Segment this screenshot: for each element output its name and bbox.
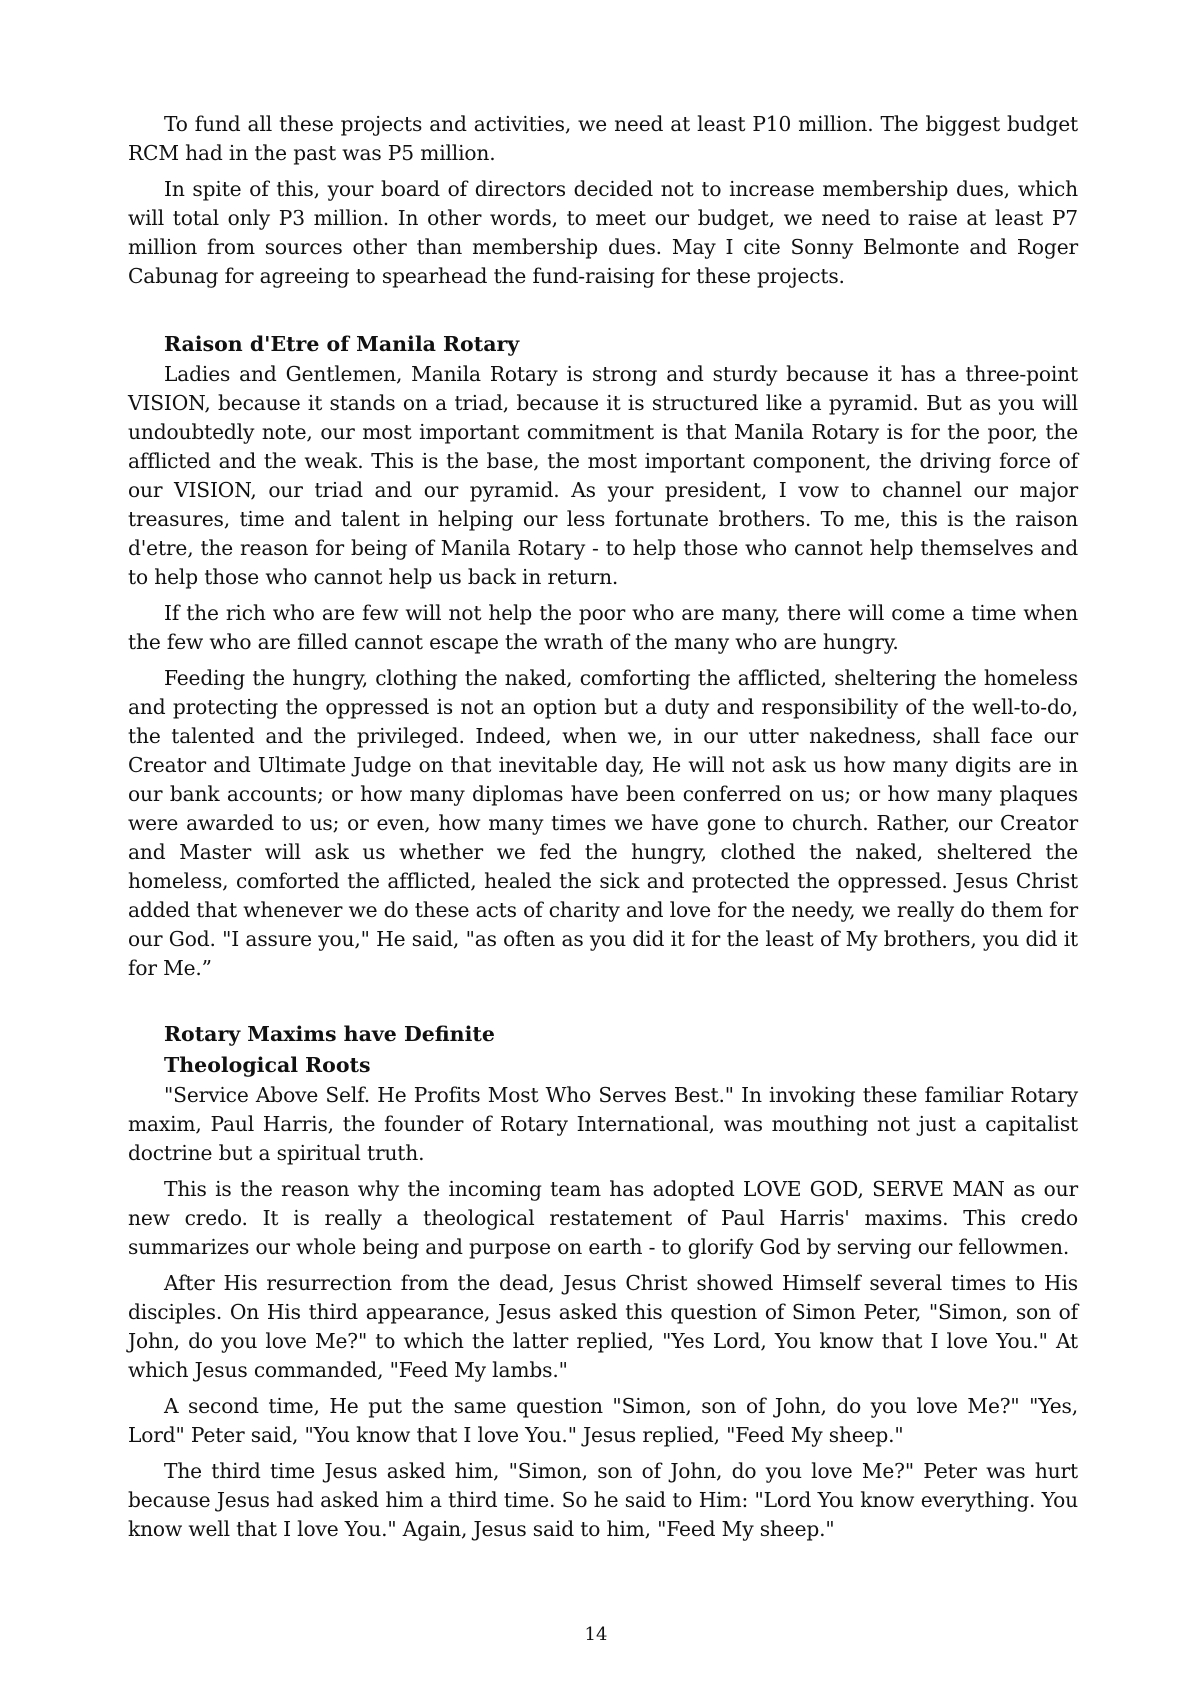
section2-paragraph-4: A second time, He put the same question "Simon, son of John, do you love Me?" "Yes, Lord" Peter said, "You know that I love You." Jesus replied, "Feed My sheep." [128, 1394, 1078, 1447]
section2-paragraph-5: The third time Jesus asked him, "Simon, son of John, do you love Me?" Peter was hurt because Jesus had asked him a third time. So he said to Him: "Lord You know everything. You know well that I love You." Again, Jesus said to him, "Feed My sheep." [128, 1459, 1078, 1541]
section2-paragraph-2: This is the reason why the incoming team has adopted LOVE GOD, SERVE MAN as our new credo. It is really a theological restatement of Paul Harris' maxims. This credo summarizes our whole being and purpose on earth - to glorify God by serving our fellowmen. [128, 1177, 1078, 1259]
section1-paragraph-2: If the rich who are few will not help the poor who are many, there will come a time when the few who are filled cannot escape the wrath of the many who are hungry. [128, 601, 1078, 654]
section1-paragraph-1: Ladies and Gentlemen, Manila Rotary is strong and sturdy because it has a three-point VISION, because it stands on a triad, because it is structured like a pyramid. But as you will undoubtedly note, our most important commitment is that Manila Rotary is for the poor, the afflicted and the weak. This is the base, the most important component, the driving force of our VISION, our triad and our pyramid. As your president, I vow to channel our major treasures, time and talent in helping our less fortunate brothers. To me, this is the raison d'etre, the reason for being of Manila Rotary - to help those who cannot help themselves and to help those who cannot help us back in return. [128, 362, 1078, 589]
section-raison-detre [128, 329, 1078, 983]
section2-paragraph-1: "Service Above Self. He Profits Most Who Serves Best." In invoking these familiar Rotary maxim, Paul Harris, the founder of Rotary International, was mouthing not just a capitalist doctrine but a spiritual truth. [128, 1083, 1078, 1165]
intro-paragraph-1: To fund all these projects and activities, we need at least P10 million. The biggest budget RCM had in the past was P5 million. [128, 112, 1078, 165]
section-heading-rotary-maxims [128, 1019, 1078, 1081]
section1-paragraph-3: Feeding the hungry, clothing the naked, comforting the afflicted, sheltering the homeless and protecting the oppressed is not an option but a duty and responsibility of the well-to-do, the talented and the privileged. Indeed, when we, in our utter nakedness, shall face our Creator and Ultimate Judge on that inevitable day, He will not ask us how many digits are in our bank accounts; or how many diplomas have been conferred on us; or how many plaques were awarded to us; or even, how many times we have gone to church. Rather, our Creator and Master will ask us whether we fed the hungry, clothed the naked, sheltered the homeless, comforted the afflicted, healed the sick and protected the oppressed. Jesus Christ added that whenever we do these acts of charity and love for the needy, we really do them for our God. "I assure you," He said, "as often as you did it for the least of My brothers, you did it for Me.” [128, 666, 1078, 980]
page-number: 14 [584, 1624, 608, 1645]
intro-paragraph-2: In spite of this, your board of directors decided not to increase membership dues, which will total only P3 million. In other words, to meet our budget, we need to raise at least P7 million from sources other than membership dues. May I cite Sonny Belmonte and Roger Cabunag for agreeing to spearhead the fund-raising for these projects. [128, 177, 1078, 288]
heading-line: Raison d'Etre of Manila Rotary [164, 332, 520, 356]
section-rotary-maxims [128, 1019, 1078, 1544]
heading-line-2: Theological Roots [164, 1053, 371, 1077]
section2-paragraph-3: After His resurrection from the dead, Jesus Christ showed Himself several times to His disciples. On His third appearance, Jesus asked this question of Simon Peter, "Simon, son of John, do you love Me?" to which the latter replied, "Yes Lord, You know that I love You." At which Jesus commanded, "Feed My lambs." [128, 1271, 1078, 1382]
section-heading-raison-detre [128, 329, 1078, 360]
intro-block [128, 110, 1078, 291]
document-page [128, 110, 1078, 1551]
heading-line-1: Rotary Maxims have Definite [164, 1022, 495, 1046]
